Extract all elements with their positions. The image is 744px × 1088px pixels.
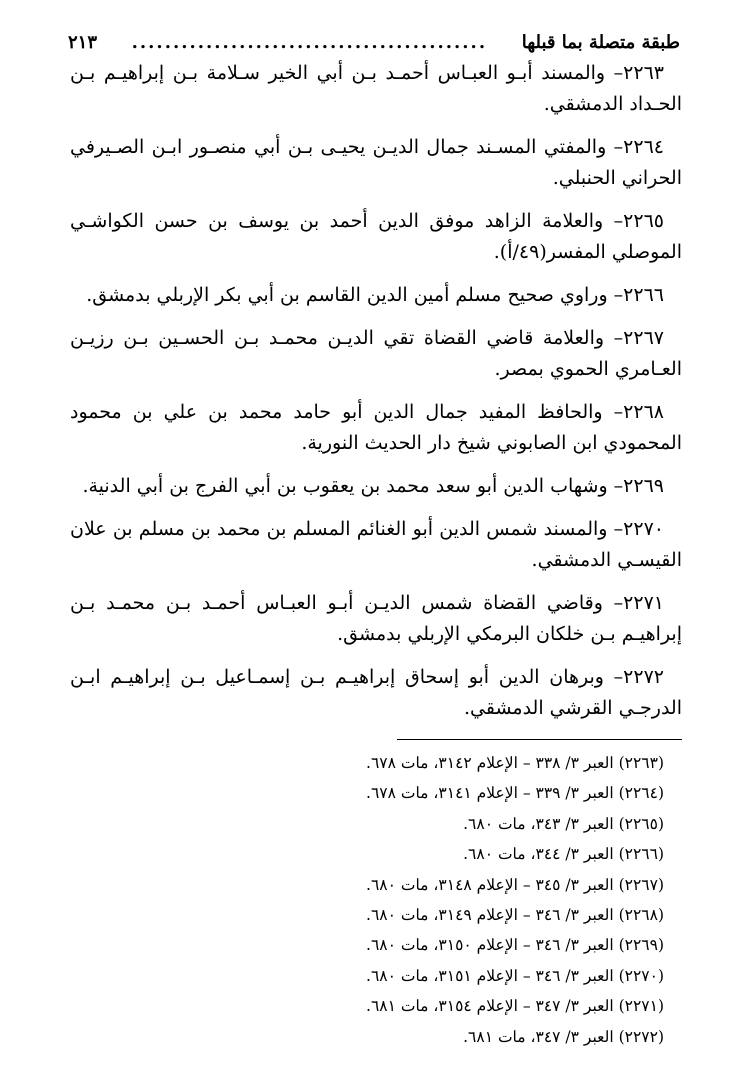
entry-2270: ٢٢٧٠– والمسند شمس الدين أبو الغنائم المسلم بن محمد بن مسلم بن علان القيسـي الدمشقي. <box>70 518 682 571</box>
entry-2272: ٢٢٧٢– وبرهان الدين أبو إسحاق إبراهيـم بـن إسمـاعيل بـن إبراهيـم ابـن الدرجـي القرشي الدمشقي. <box>70 666 682 719</box>
footnote-2264: (٢٢٦٤) العبر ٣/ ٣٣٩ – الإعلام ٣١٤١، مات ٦٧٨. <box>366 784 664 803</box>
leader-dots: ........................................... <box>131 32 488 53</box>
footnote-2267: (٢٢٦٧) العبر ٣/ ٣٤٥ – الإعلام ٣١٤٨، مات ٦٨٠. <box>366 875 664 894</box>
entry-2264: ٢٢٦٤– والمفتي المسـند جمال الديـن يحيـى بـن أبي منصـور ابـن الصـيرفي الحراني الحنبلي. <box>70 136 682 189</box>
page-number: ٢١٣ <box>68 32 98 53</box>
entry-2267: ٢٢٦٧– والعلامة قاضي القضاة تقي الديـن محمـد بـن الحسـين بـن رزيـن العـامري الحموي بمصر. <box>70 327 682 380</box>
footnote-2272: (٢٢٧٢) العبر ٣/ ٣٤٧، مات ٦٨١. <box>463 1027 664 1046</box>
footnote-2266: (٢٢٦٦) العبر ٣/ ٣٤٤، مات ٦٨٠. <box>463 845 664 864</box>
entry-2268: ٢٢٦٨– والحافظ المفيد جمال الدين أبو حامد محمد بن علي بن محمود المحمودي ابن الصابوني شيخ دار الحديث النورية. <box>70 401 682 454</box>
page-header <box>68 30 680 56</box>
footnote-2263: (٢٢٦٣) العبر ٣/ ٣٣٨ – الإعلام ٣١٤٢، مات ٦٧٨. <box>366 754 664 772</box>
footnote-divider <box>397 739 682 740</box>
entry-2269: ٢٢٦٩– وشهاب الدين أبو سعد محمد بن يعقوب بن أبي الفرج بن أبي الدنية. <box>82 475 664 497</box>
entry-2263: ٢٢٦٣– والمسند أبـو العبـاس أحمـد بـن أبي الخير سـلامة بـن إبراهيـم بـن الحـداد الدمشقي. <box>70 62 682 115</box>
biography-entries <box>70 58 682 736</box>
running-title: طبقة متصلة بما قبلها <box>521 32 680 53</box>
footnote-2265: (٢٢٦٥) العبر ٣/ ٣٤٣، مات ٦٨٠. <box>463 814 664 833</box>
footnotes <box>70 748 682 1052</box>
entry-2265: ٢٢٦٥– والعلامة الزاهد موفق الدين أحمد بن يوسف بن حسن الكواشـي الموصلي المفسر(٤٩/أ). <box>70 210 682 263</box>
footnote-2271: (٢٢٧١) العبر ٣/ ٣٤٧ – الإعلام ٣١٥٤، مات ٦٨١. <box>366 997 664 1016</box>
entry-2271: ٢٢٧١– وقاضي القضاة شمس الديـن أبـو العبـاس أحمـد بـن محمـد بـن إبراهيـم بـن خلكان البرمكي الإربلي بدمشق. <box>70 592 682 645</box>
footnote-2269: (٢٢٦٩) العبر ٣/ ٣٤٦ – الإعلام ٣١٥٠، مات ٦٨٠. <box>366 936 664 955</box>
footnote-2270: (٢٢٧٠) العبر ٣/ ٣٤٦ – الإعلام ٣١٥١، مات ٦٨٠. <box>366 966 664 985</box>
entry-2266: ٢٢٦٦– وراوي صحيح مسلم أمين الدين القاسم بن أبي بكر الإربلي بدمشق. <box>86 284 664 306</box>
footnote-2268: (٢٢٦٨) العبر ٣/ ٣٤٦ – الإعلام ٣١٤٩، مات ٦٨٠. <box>366 906 664 925</box>
